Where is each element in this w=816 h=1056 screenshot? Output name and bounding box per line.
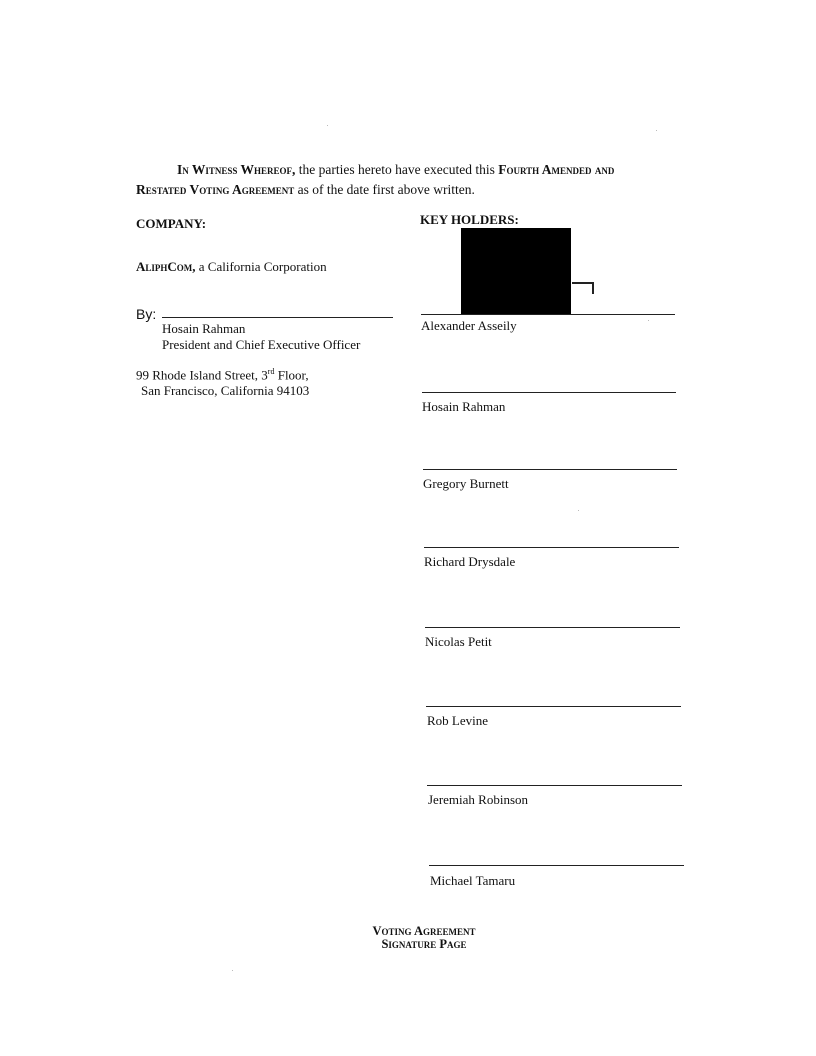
scan-speck xyxy=(327,125,328,126)
signature-line-levine xyxy=(426,706,681,707)
by-label: By: xyxy=(136,306,157,322)
company-signer-title: President and Chief Executive Officer xyxy=(162,337,361,352)
scan-speck xyxy=(232,970,233,971)
signature-line-burnett xyxy=(423,469,677,470)
signature-line-tamaru xyxy=(429,865,684,866)
key-holder-name: Hosain Rahman xyxy=(422,399,506,414)
key-holder-name: Alexander Asseily xyxy=(421,318,517,333)
signature-line-asseily xyxy=(421,314,675,315)
key-holder-name: Gregory Burnett xyxy=(423,476,509,491)
signature-line-robinson xyxy=(427,785,682,786)
intro-line-1 xyxy=(177,160,614,180)
company-name xyxy=(136,259,327,275)
company-signer-name: Hosain Rahman xyxy=(162,321,246,336)
agreement-title-part2: Restated Voting Agreement xyxy=(136,182,295,197)
footer-voting-agreement: Voting Agreement xyxy=(372,924,476,938)
key-holder-name: Jeremiah Robinson xyxy=(428,792,529,807)
scan-speck xyxy=(656,130,657,131)
intro-text-1: the parties hereto have executed this xyxy=(298,162,495,177)
address-line1-text: 99 Rhode Island Street, 3 xyxy=(136,367,268,383)
signature-line-rahman xyxy=(422,392,676,393)
redacted-signature xyxy=(461,228,571,315)
intro-line-2 xyxy=(136,180,475,200)
key-holder-name: Richard Drysdale xyxy=(424,554,516,569)
company-signature-line xyxy=(162,317,393,318)
key-holder-name: Rob Levine xyxy=(427,713,489,728)
key-holder-name: Michael Tamaru xyxy=(430,873,516,888)
intro-text-2: as of the date first above written. xyxy=(297,182,475,197)
company-name-rest: a California Corporation xyxy=(198,259,327,274)
signature-line-drysdale xyxy=(424,547,679,548)
address-line1-floor: Floor, xyxy=(274,367,309,383)
in-witness-whereof: In Witness Whereof, xyxy=(177,162,296,177)
company-name-small-caps: AliphCom, xyxy=(136,259,196,274)
scan-speck xyxy=(578,510,579,511)
company-address-line1 xyxy=(136,367,309,383)
company-heading: COMPANY: xyxy=(136,216,207,231)
signature-stroke xyxy=(572,282,594,294)
footer-signature-page: Signature Page xyxy=(381,937,467,951)
scan-speck xyxy=(648,320,649,321)
company-address-line2: San Francisco, California 94103 xyxy=(141,383,310,398)
key-holders-heading: KEY HOLDERS: xyxy=(420,212,519,227)
key-holder-name: Nicolas Petit xyxy=(425,634,492,649)
agreement-title-part1: Fourth Amended and xyxy=(498,162,615,177)
signature-line-petit xyxy=(425,627,680,628)
address-superscript: rd xyxy=(267,367,275,376)
